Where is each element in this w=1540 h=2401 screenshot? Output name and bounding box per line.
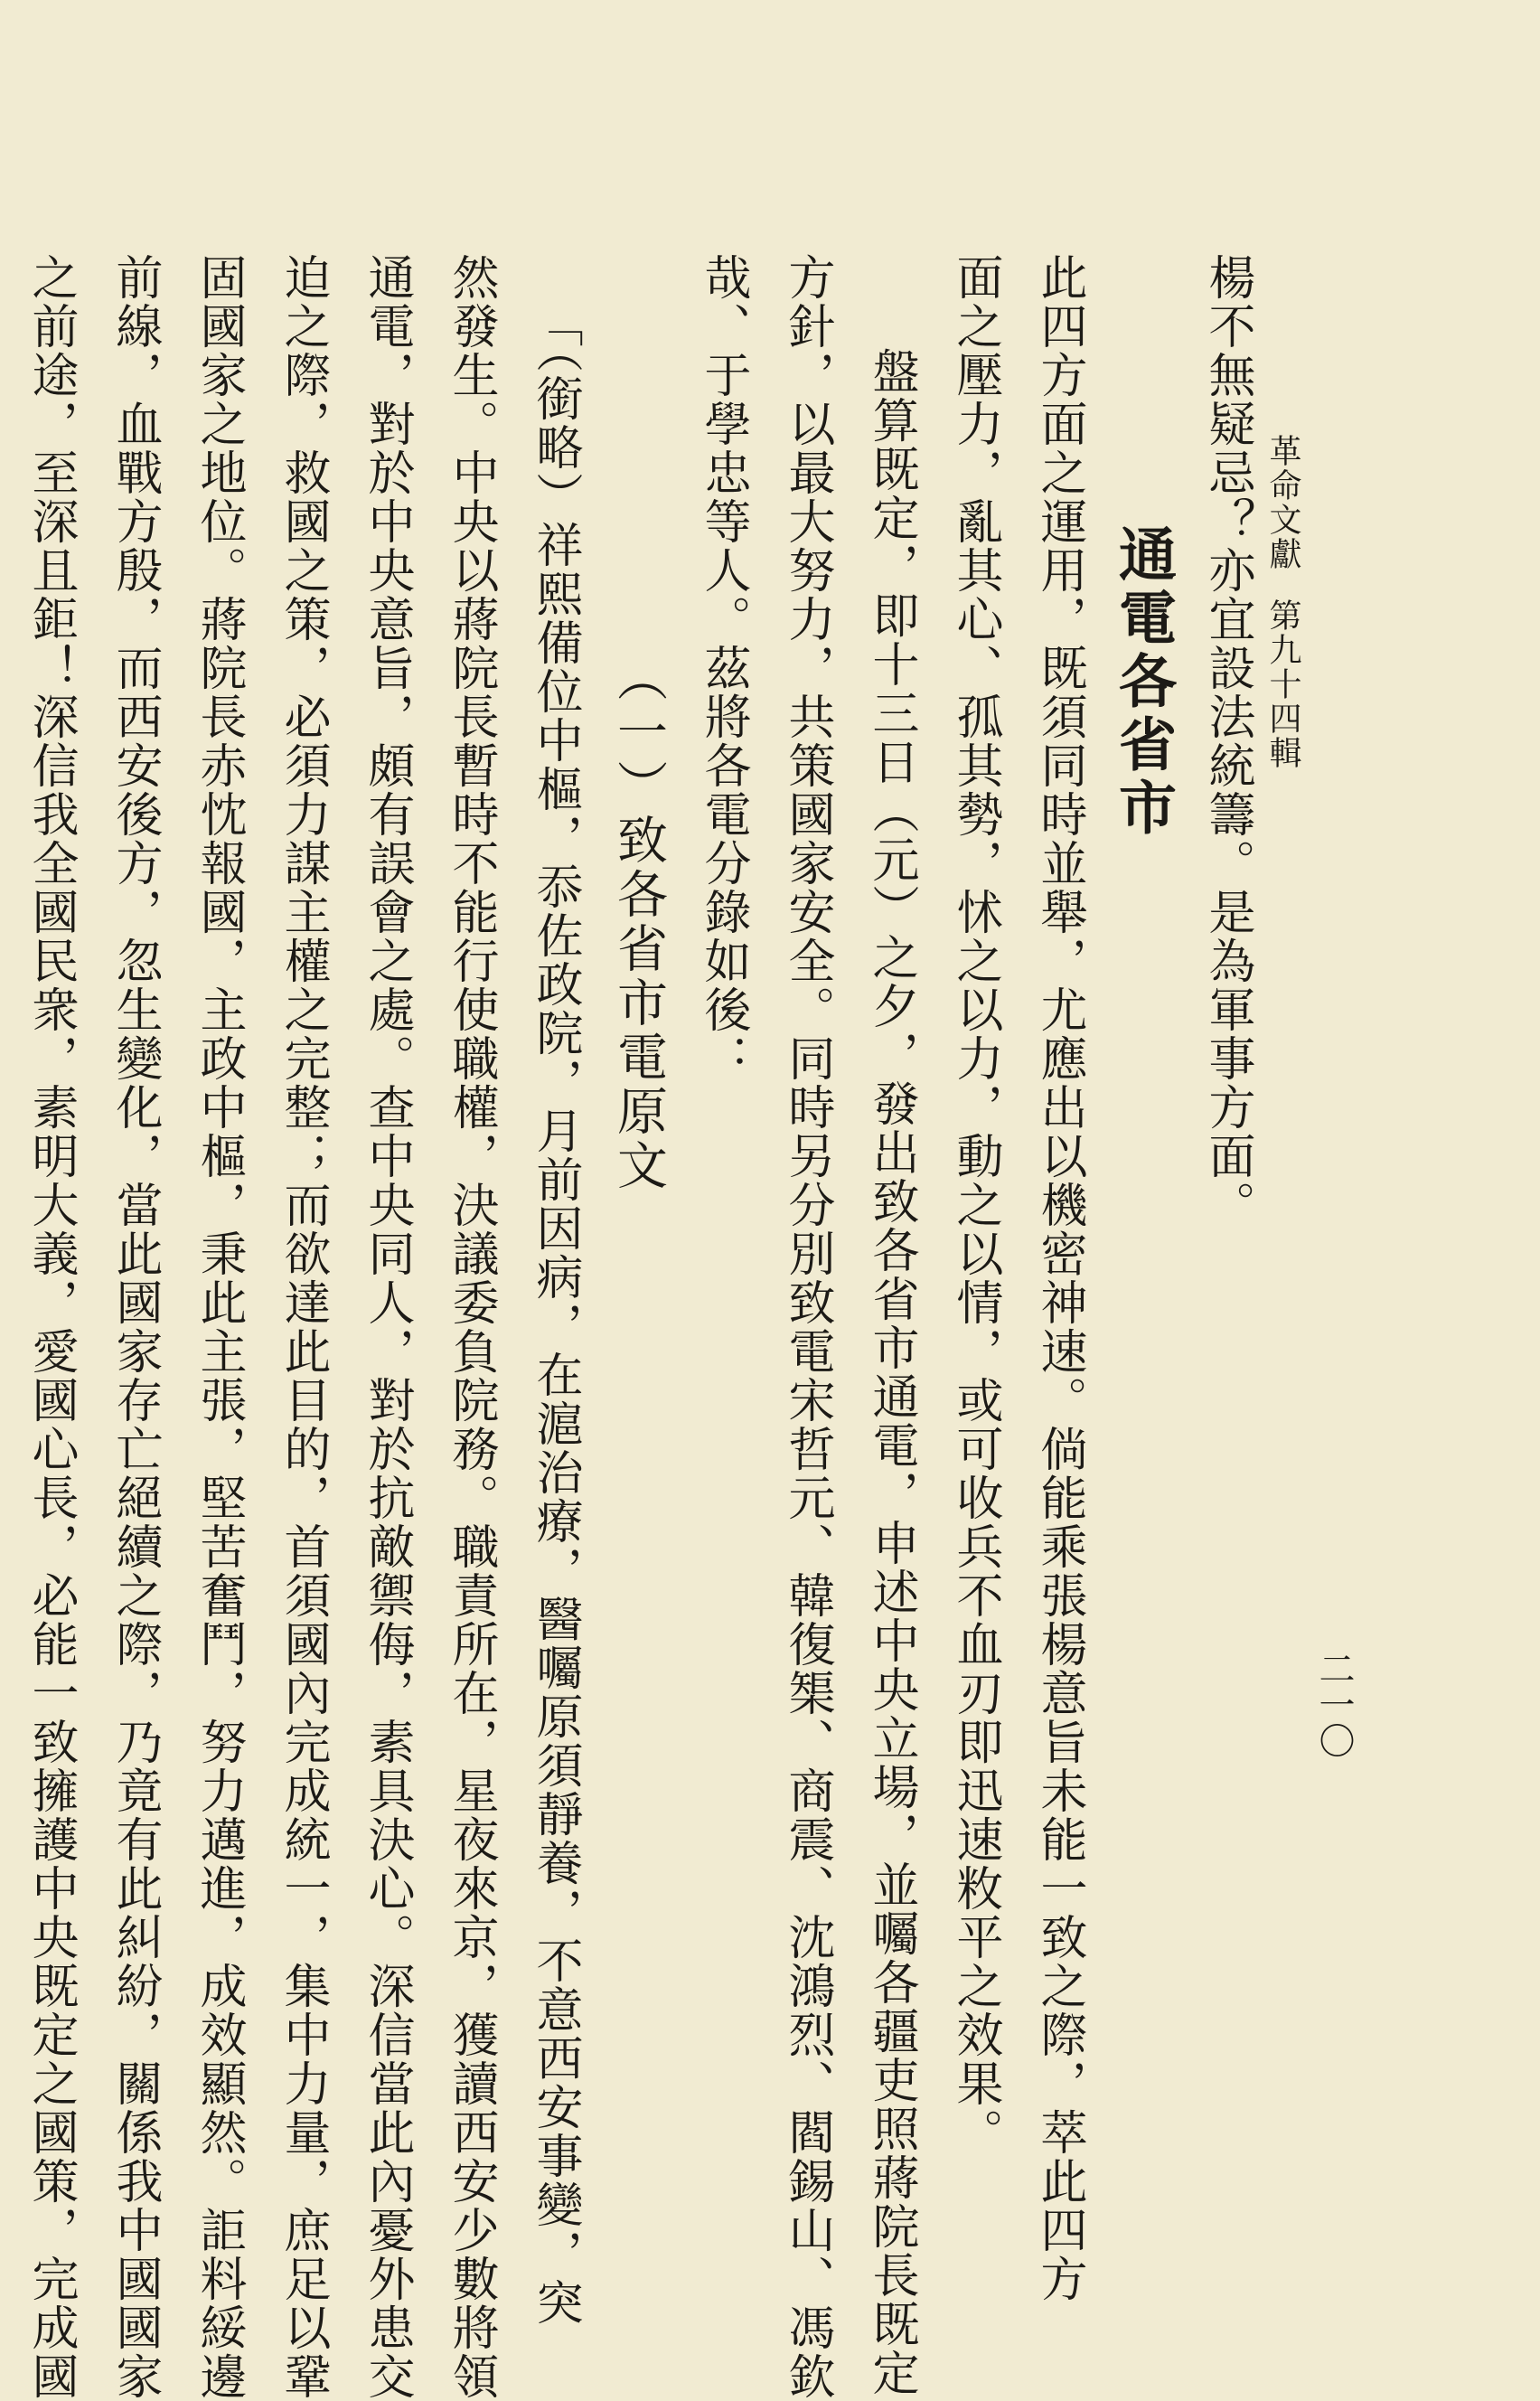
text-line: 盤算既定，即十三日（元）之夕，發出致各省市通電，申述中央立場，並囑各疆吏照蔣院長既定 bbox=[864, 347, 918, 2397]
body-text bbox=[23, 253, 1269, 2401]
text-line: 面之壓力，亂其心、孤其勢，怵之以力，動之以情，或可收兵不血刃即迅速敉平之效果。 bbox=[948, 253, 1002, 2157]
text-line: 然發生。中央以蔣院長暫時不能行使職權，決議委負院務。職責所在，星夜來京，獲讀西安少數將領 bbox=[444, 253, 498, 2401]
text-line: 固國家之地位。蔣院長赤忱報國，主政中樞，秉此主張，堅苦奮鬥，努力邁進，成效顯然。詎料綏邊 bbox=[192, 253, 246, 2401]
volume-number: 第九十四輯 bbox=[1264, 598, 1301, 770]
text-line: 前線，血戰方殷，而西安後方，忽生變化，當此國家存亡絕續之際，乃竟有此糾紛，關係我中國國家 bbox=[108, 253, 162, 2401]
section-title: 通電各省市 bbox=[1109, 524, 1177, 841]
text-line: 「（銜略）祥熙備位中樞，忝佐政院，月前因病，在滬治療，醫囑原須靜養，不意西安事變，突 bbox=[528, 300, 582, 2327]
text-line: 此四方面之運用，既須同時並舉，尤應出以機密神速。倘能乘張楊意旨未能一致之際，萃此四方 bbox=[1032, 253, 1086, 2303]
text-line: 之前途，至深且鉅！深信我全國民衆，素明大義，愛國心長，必能一致擁護中央既定之國策，完成國 bbox=[23, 253, 78, 2401]
text-line: 迫之際，救國之策，必須力謀主權之完整；而欲達此目的，首須國內完成統一，集中力量，庶足以鞏 bbox=[276, 253, 330, 2401]
text-line: 楊不無疑忌？亦宜設法統籌。是為軍事方面。 bbox=[1200, 253, 1254, 1229]
text-line: 通電，對於中央意旨，頗有誤會之處。查中央同人，對於抗敵禦侮，素具決心。深信當此內憂外患交 bbox=[360, 253, 414, 2401]
subsection-title: （一）致各省市電原文 bbox=[609, 651, 668, 1193]
text-line: 方針，以最大努力，共策國家安全。同時另分別致電宋哲元、韓復榘、商震、沈鴻烈、閻錫山、馮欽 bbox=[780, 253, 834, 2401]
page-number: 二一〇 bbox=[1313, 1650, 1355, 1758]
book-title: 革命文獻 bbox=[1264, 434, 1301, 571]
text-line: 哉、于學忠等人。茲將各電分錄如後： bbox=[696, 253, 750, 1083]
